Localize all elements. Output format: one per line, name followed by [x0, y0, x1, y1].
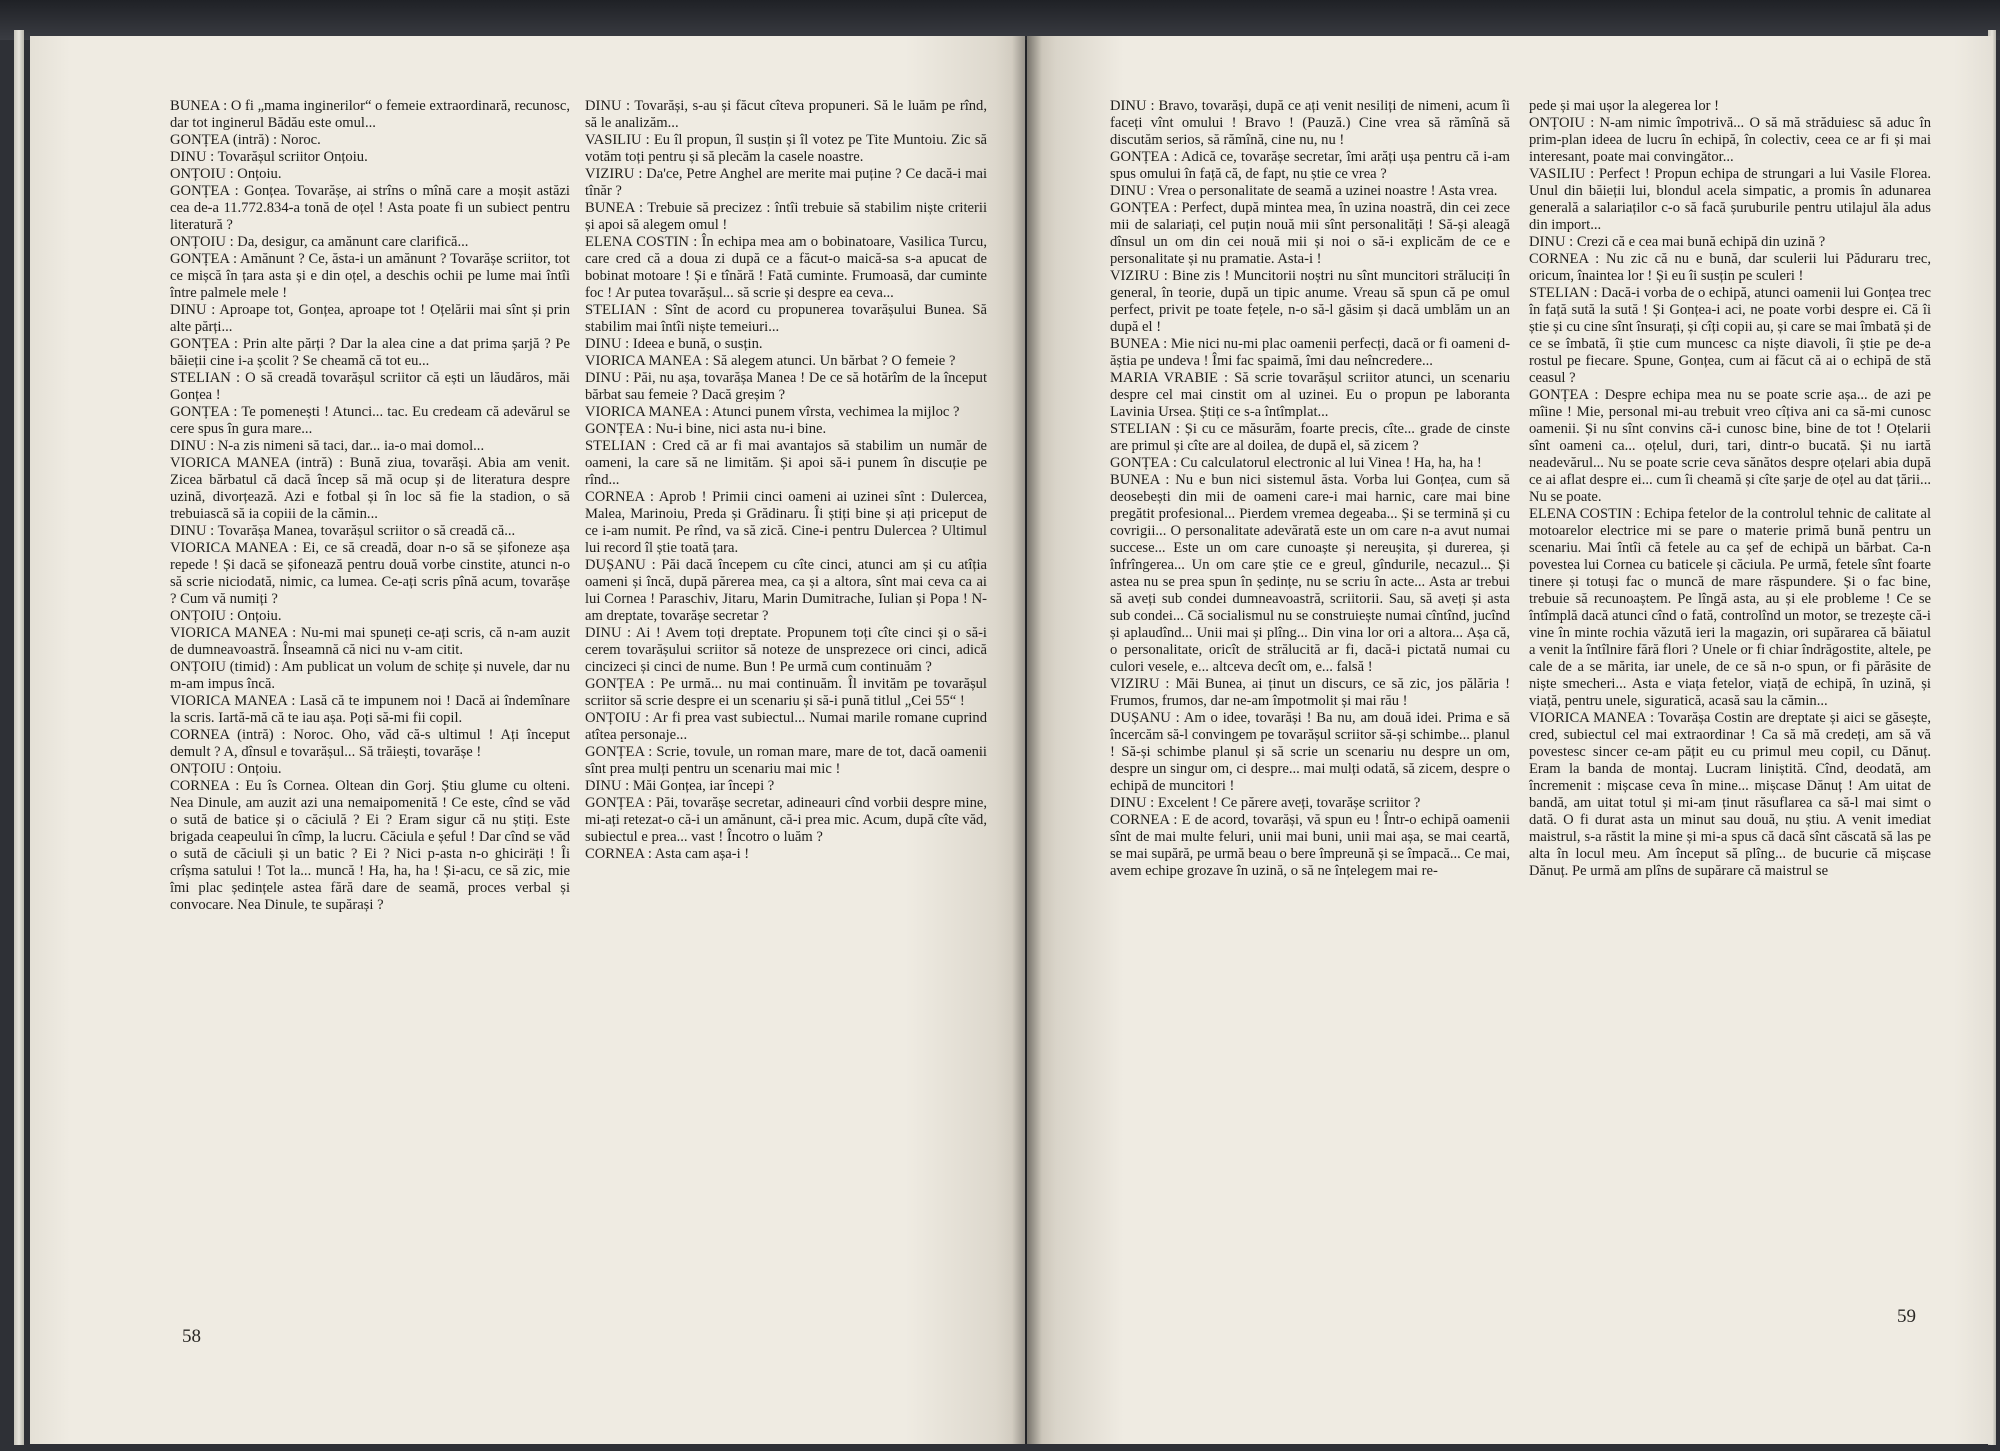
dialogue-line: ONȚOIU : Onțoiu. — [170, 608, 282, 624]
dialogue-line: VIORICA MANEA (intră) : Bună ziua, tovarăși. Abia am venit. Zicea bărbatul că dacă încep să mă ocup și de literatura despre uzină, divorțează. Azi e fotbal și în loc să fie la stadion, o să trebuiască să ia copiii de la cămin... — [170, 455, 570, 522]
dialogue-line: GONȚEA : Adică ce, tovarășe secretar, îmi arăți ușa pentru că i-am spus omului în față că, de fapt, nu știe ce vrea ? — [1110, 149, 1510, 182]
dialogue-line: DINU : Tovarășul scriitor Onțoiu. — [170, 149, 368, 165]
dialogue-line: GONȚEA : Amănunt ? Ce, ăsta-i un amănunt ? Tovarășe scriitor, tot ce mișcă în țara asta și e din oțel, a deschis ochii pe lume mai întîi între palmele mele ! — [170, 251, 570, 301]
dialogue-line: VIORICA MANEA : Să alegem atunci. Un bărbat ? O femeie ? — [585, 353, 956, 369]
left-page — [30, 36, 1025, 1444]
dialogue-line: CORNEA (intră) : Noroc. Oho, văd că-s ultimul ! Ați început demult ? A, dînsul e tovarășul... Să trăiești, tovarășe ! — [170, 727, 570, 760]
dialogue-line: ONȚOIU : N-am nimic împotrivă... O să mă străduiesc să aduc în prim-plan ideea de lucru în echipă, în colectiv, ceea ce ar fi și mai interesant, poate mai convingător... — [1529, 115, 1931, 165]
dialogue-line: CORNEA : Eu îs Cornea. Oltean din Gorj. Știu glume cu olteni. Nea Dinule, am auzit azi una nemaipomenită ! Ce este, cînd se văd o sută de batice și o căciulă ? Ei ? Eram sigur că nu știți. Este brigada ceapeului în cîmp, la lucru. Căciula e șeful ! Dar cînd se văd o sută de căciuli și un batic ? Ei ? Nici p-asta n-o ghiciräți ! Îi crîșma satului ! Tot la... muncă ! Ha, ha, ha ! Și-acu, ce să zic, mie îmi plac ședințele astea fără dare de seamă, proces verbal și convocare. Nea Dinule, te supărași ? — [170, 778, 570, 913]
dialogue-line: GONȚEA (intră) : Noroc. — [170, 132, 321, 148]
dialogue-line: GONȚEA : Scrie, tovule, un roman mare, mare de tot, dacă oamenii sînt prea mulți pentru un scenariu mai mic ! — [585, 744, 987, 777]
dialogue-line: DINU : Tovarășa Manea, tovarășul scriitor o să creadă că... — [170, 523, 516, 539]
dialogue-line: VASILIU : Perfect ! Propun echipa de strungari a lui Vasile Florea. Unul din băieții lui, blondul acela simpatic, a promis în adunarea generală a salariaților c-o să facă șuruburile pentru utilajul ăla adus din import... — [1529, 166, 1931, 233]
dialogue-line: STELIAN : Dacă-i vorba de o echipă, atunci oamenii lui Gonțea trec în față sută la sută ! Și Gonțea-i aci, ne poate vorbi despre ei. Că îi știe și cu cine sînt însurați, și cîți copii au, și care se mai îmbată și de ce se îmbată, îi știe cum muncesc ca niște diavoli, îi știe pe de-a rostul pe fiecare. Spune, Gonțea, cum ai făcut că ai o echipă de stă ceasul ? — [1529, 285, 1931, 386]
dialogue-line: STELIAN : Și cu ce măsurăm, foarte precis, cîte... grade de cinste are primul și cîte are al doilea, de după el, să zicem ? — [1110, 421, 1510, 454]
dialogue-line: VIORICA MANEA : Lasă că te impunem noi ! Dacă ai îndemînare la scris. Iartă-mă că te iau așa. Poți să-mi fii copil. — [170, 693, 570, 726]
dialogue-line: DINU : Vrea o personalitate de seamă a uzinei noastre ! Asta vrea. — [1110, 183, 1498, 199]
dialogue-line: DINU : Bravo, tovarăși, după ce ați venit nesiliți de nimeni, acum îi faceți vînt omului ! Bravo ! (Pauză.) Cine vrea să rămînă să discutăm serios, să rămînă, cine nu, nu ! — [1110, 98, 1510, 148]
dialogue-line: GONȚEA : Păi, tovarășe secretar, adineauri cînd vorbii despre mine, mi-ați retezat-o că-i un amănunt, că-i prea mic. Acum, după cîte văd, subiectul e prea... vast ! Încotro o luăm ? — [585, 795, 987, 845]
dialogue-line: BUNEA : Mie nici nu-mi plac oamenii perfecți, dacă or fi oameni d-ăștia pe undeva ! Îmi fac spaimă, îmi dau neîncredere... — [1110, 336, 1510, 369]
dialogue-line: DINU : Ai ! Avem toți dreptate. Propunem toți cîte cinci și o să-i cerem tovarășului scriitor să noteze de unsprezece ori cinci, adică cincizeci și cinci de nume. Bun ! Pe urmă cum continuăm ? — [585, 625, 987, 675]
dialogue-line: MARIA VRABIE : Să scrie tovarășul scriitor atunci, un scenariu despre cel mai cinstit om al uzinei. Eu o propun pe laboranta Lavinia Ursea. Știți ce s-a întîmplat... — [1110, 370, 1510, 420]
dialogue-line: ONȚOIU (timid) : Am publicat un volum de schițe și nuvele, dar nu m-am impus încă. — [170, 659, 570, 692]
dialogue-line: GONȚEA : Pe urmă... nu mai continuăm. Îl invităm pe tovarășul scriitor să scrie despre ei un scenariu și să-i pună titlul „Cei 55“ ! — [585, 676, 987, 709]
left-page-column-1 — [170, 98, 570, 1358]
dialogue-line: GONȚEA : Prin alte părți ? Dar la alea cine a dat prima șarjă ? Pe băieții cine i-a școlit ? Se cheamă că tot eu... — [170, 336, 570, 369]
dialogue-line: pede și mai ușor la alegerea lor ! — [1529, 98, 1720, 114]
dialogue-line: ONȚOIU : Ar fi prea vast subiectul... Numai marile romane cuprind atîtea personaje... — [585, 710, 987, 743]
right-page — [1027, 36, 1993, 1444]
dialogue-line: VIZIRU : Măi Bunea, ai ținut un discurs, ce să zic, jos pălăria ! Frumos, frumos, dar ne-am împotmolit și mai rău ! — [1110, 676, 1510, 709]
dialogue-line: DINU : Ideea e bună, o susțin. — [585, 336, 763, 352]
dialogue-line: VASILIU : Eu îl propun, îl susțin și îl votez pe Tite Muntoiu. Zic să votăm toți pentru și să plecăm la casele noastre. — [585, 132, 987, 165]
dialogue-line: ONȚOIU : Da, desigur, ca amănunt care clarifică... — [170, 234, 469, 250]
dialogue-line: CORNEA : Asta cam așa-i ! — [585, 846, 750, 862]
dialogue-line: BUNEA : O fi „mama inginerilor“ o femeie extraordinară, recunosc, dar tot inginerul Bădău este omul... — [170, 98, 570, 131]
dialogue-line: VIZIRU : Da'ce, Petre Anghel are merite mai puține ? Ce dacă-i mai tînăr ? — [585, 166, 987, 199]
page-number-right: 59 — [1897, 1306, 1916, 1327]
dialogue-line: VIORICA MANEA : Tovarășa Costin are dreptate și aici se găsește, cred, subiectul cel mai extraordinar ! Ca să mă credeți, am să vă povestesc sincer ce-am pățit eu cu primul meu copil, cu Dănuț. Eram la banda de montaj. Lucram liniștită. Cînd, deodată, am încremenit : mișcase ceva în mine... mișcase Dănuț ! Am uitat de bandă, am uitat totul și mi-am ținut răsuflarea ca să-l mai simt o dată. O fi durat asta un minut sau două, nu știu. A venit imediat maistrul, s-a răstit la mine și mi-a spus că dacă sînt căscată să las pe alta în locul meu. Am început să plîng... de bucurie că mișcase Dănuț. Pe urmă am plîns de supărare că maistrul se — [1529, 710, 1931, 879]
dialogue-line: DINU : Aproape tot, Gonțea, aproape tot ! Oțelării mai sînt și prin alte părți... — [170, 302, 570, 335]
dialogue-line: DUȘANU : Păi dacă începem cu cîte cinci, atunci am și cu atîția oameni și încă, după părerea mea, ca și a altora, sînt mai ceva ca ai lui Cornea ! Paraschiv, Jitaru, Marin Dumitrache, Iulian și Popa ! N-am dreptate, tovarășe secretar ? — [585, 557, 987, 624]
dialogue-line: GONȚEA : Perfect, după mintea mea, în uzina noastră, din cei zece mii de salariați, cel puțin nouă mii sînt personalități ! Să-și aleagă dînsul un om din cei nouă mii și noi o să-i explicăm de ce e personalitate și nu pramatie. Asta-i ! — [1110, 200, 1510, 267]
left-page-column-2 — [585, 98, 987, 1358]
dialogue-line: ELENA COSTIN : Echipa fetelor de la controlul tehnic de calitate al motoarelor electrice mi se pare o materie primă bună pentru un scenariu. Mai întîi că fetele au ca șef de echipă un bărbat. Ca-n povestea lui Cornea cu baticele și căciula. Pe urmă, fetele sînt foarte tinere și totuși fac o muncă de mare răspundere. Și o fac bine, trebuie să recunoaștem. Pe lîngă asta, au și ele probleme ! Ce se întîmplă dacă atunci cînd o fată, controlînd un motor, se trezește că-i vine în minte rochia văzută ieri la magazin, ori supărarea că băiatul a venit la întîlnire fără flori ? Unele or fi chiar îndrăgostite, altele, pe cale de a se mărita, iar unele, de ce să n-o spun, or fi părăsite de niște smecheri... Asta e viața fetelor, viață de echipă, în uzină, și viață, pentru unele, siguratică, acasă sau la cămin... — [1529, 506, 1931, 709]
dialogue-line: DINU : N-a zis nimeni să taci, dar... ia-o mai domol... — [170, 438, 485, 454]
dialogue-line: BUNEA : Nu e bun nici sistemul ăsta. Vorba lui Gonțea, cum să deosebești din mii de oameni care-i mai harnic, care mai bine pregătit profesional... Pierdem vremea degeaba... Și se termină și cu covrigii... O personalitate adevărată este un om care n-a avut numai succese... Este un om care cunoaște și nereușita, și durerea, și înfrîngerea... Un om care știe ce e greul, gîndurile, necazul... Și astea nu se prea spun în ședințe, nu se scriu în acte... Asta ar trebui să aveți sub condei dumneavoastră, scriitorii. Sau, să aveți și asta sub condei... Că socialismul nu se construiește numai cîntînd, jucînd și aplaudînd... Unii mai și plîng... Din vina lor ori a altora... Așa că, o personalitate, oricît de strălucită ar fi, dacă-i pictată numai cu culori vesele, e... altceva decît om, e... falsă ! — [1110, 472, 1510, 675]
book-cover-top — [0, 0, 2000, 40]
dialogue-line: GONȚEA : Cu calculatorul electronic al lui Vinea ! Ha, ha, ha ! — [1110, 455, 1482, 471]
dialogue-line: CORNEA : E de acord, tovarăși, vă spun eu ! Într-o echipă oamenii sînt de mai multe feluri, unii mai buni, unii mai așa, se mai ceartă, se mai supără, pe urmă beau o bere împreună și se împacă... Ce mai, avem echipe grozave în uzină, o să ne înțelegem mai re- — [1110, 812, 1510, 879]
right-page-column-1 — [1110, 98, 1510, 1358]
dialogue-line: DINU : Excelent ! Ce părere aveți, tovarășe scriitor ? — [1110, 795, 1421, 811]
dialogue-line: DINU : Măi Gonțea, iar începi ? — [585, 778, 775, 794]
dialogue-line: STELIAN : O să creadă tovarășul scriitor că ești un lăudăros, măi Gonțea ! — [170, 370, 570, 403]
dialogue-line: STELIAN : Sînt de acord cu propunerea tovarășului Bunea. Să stabilim mai întîi niște temeiuri... — [585, 302, 987, 335]
dialogue-line: ONȚOIU : Onțoiu. — [170, 761, 282, 777]
dialogue-line: GONȚEA : Te pomenești ! Atunci... tac. Eu credeam că adevărul se cere spus în gura mare... — [170, 404, 570, 437]
dialogue-line: CORNEA : Aprob ! Primii cinci oameni ai uzinei sînt : Dulercea, Malea, Marinoiu, Preda și Grădinaru. Îi știți bine și ați priceput de ce i-am numit. Pe rînd, va să zică. Cine-i pentru Dulercea ? Ultimul lui record îl știe toată țara. — [585, 489, 987, 556]
dialogue-line: VIORICA MANEA : Ei, ce să creadă, doar n-o să se șifoneze așa repede ! Și dacă se șifonează pentru două vorbe cinstite, atunci n-o să scrie niciodată, nimic, ca lumea. Ce-ați scris pînă acum, tovarășe ? Cum vă numiți ? — [170, 540, 570, 607]
dialogue-line: BUNEA : Trebuie să precizez : întîi trebuie să stabilim niște criterii și apoi să alegem omul ! — [585, 200, 987, 233]
dialogue-line: GONȚEA : Despre echipa mea nu se poate scrie așa... de azi pe mîine ! Mie, personal mi-au trebuit vreo cîțiva ani ca să-mi cunosc oamenii. Și nu sînt convins că-i cunosc bine, bine de tot ! Oțelarii sînt oameni ca... oțelul, duri, tari, dintr-o bucată. Și nu iartă neadevărul... Nu se poate scrie ceva sănătos despre oțelari abia după ce ai aflat despre ei... cum îi cheamă și cîte șarje de oțel au dat țării... Nu se poate. — [1529, 387, 1931, 505]
dialogue-line: ELENA COSTIN : În echipa mea am o bobinatoare, Vasilica Turcu, care cred că a doua zi după ce a făcut-o maică-sa s-a apucat de bobinat motoare ! Și e tînără ! Fată cuminte. Frumoasă, dar cuminte foc ! Ar putea tovarășul... să scrie și despre ea ceva... — [585, 234, 987, 301]
dialogue-line: VIZIRU : Bine zis ! Muncitorii noștri nu sînt muncitori străluciți în general, în teorie, după un tipic anume. Vreau să spun că pe omul perfect, privit pe toate fețele, n-o să-l găsim și dacă umblăm un an după el ! — [1110, 268, 1510, 335]
page-edges-left — [14, 30, 24, 1445]
dialogue-line: DINU : Păi, nu așa, tovarășa Manea ! De ce să hotărîm de la început bărbat sau femeie ? Dacă greșim ? — [585, 370, 987, 403]
dialogue-line: DINU : Tovarăși, s-au și făcut cîteva propuneri. Să le luăm pe rînd, să le analizăm... — [585, 98, 987, 131]
dialogue-line: CORNEA : Nu zic că nu e bună, dar sculerii lui Păduraru trec, oricum, înaintea lor ! Și eu îi susțin pe sculeri ! — [1529, 251, 1931, 284]
dialogue-line: GONȚEA : Gonțea. Tovarășe, ai strîns o mînă care a moșit astăzi cea de-a 11.772.834-a tonă de oțel ! Asta poate fi un subiect pentru literatură ? — [170, 183, 570, 233]
dialogue-line: STELIAN : Cred că ar fi mai avantajos să stabilim un număr de oameni, la care să ne limităm. Și apoi să-i punem în discuție pe rînd... — [585, 438, 987, 488]
dialogue-line: VIORICA MANEA : Atunci punem vîrsta, vechimea la mijloc ? — [585, 404, 960, 420]
dialogue-line: VIORICA MANEA : Nu-mi mai spuneți ce-ați scris, că n-am auzit de dumneavoastră. Înseamnă că nici nu v-am citit. — [170, 625, 570, 658]
dialogue-line: ONȚOIU : Onțoiu. — [170, 166, 282, 182]
right-page-column-2 — [1529, 98, 1931, 1358]
page-number-left: 58 — [182, 1326, 201, 1347]
dialogue-line: DUȘANU : Am o idee, tovarăși ! Ba nu, am două idei. Prima e să încercăm să-l convingem pe tovarășul scriitor să-și schimbe... planul ! Să-și schimbe planul și să scrie un scenariu nu despre un om, despre un singur om, ci despre... mai mulți odată, să zicem, despre o echipă de muncitori ! — [1110, 710, 1510, 794]
dialogue-line: GONȚEA : Nu-i bine, nici asta nu-i bine. — [585, 421, 827, 437]
dialogue-line: DINU : Crezi că e cea mai bună echipă din uzină ? — [1529, 234, 1826, 250]
